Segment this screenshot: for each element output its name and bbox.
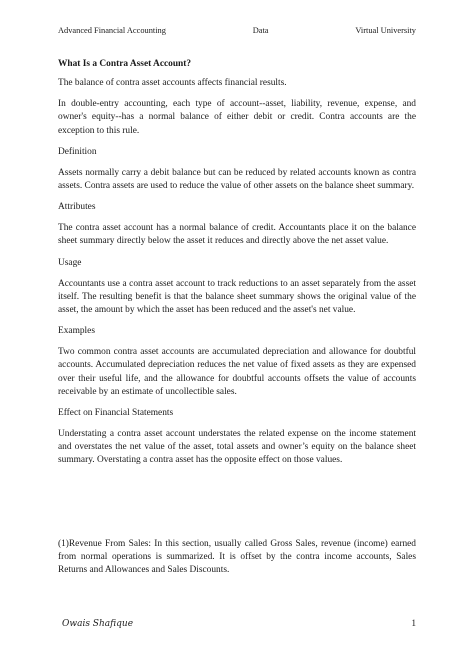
- intro-paragraph-1: The balance of contra asset accounts affects financial results.: [58, 78, 287, 88]
- effect-paragraph: Understating a contra asset account understates the related expense on the income statement and overstates the net value of the asset, total assets and owner’s equity on the balance sheet summary. Overstating a contra asset has the opposite effect on those values.: [58, 429, 416, 466]
- section-gap: [58, 476, 416, 538]
- page-header: [58, 26, 416, 35]
- usage-paragraph: Accountants use a contra asset account to track reductions to an asset separately from the asset itself. The resulting benefit is that the balance sheet summary shows the original value of the asset, the amount by which the asset has been reduced and the asset's net value.: [58, 278, 416, 316]
- usage-heading: Usage: [58, 257, 82, 268]
- definition-heading: Definition: [58, 146, 97, 157]
- page-number: 1: [411, 619, 416, 629]
- examples-heading: Examples: [58, 326, 95, 337]
- definition-paragraph: Assets normally carry a debit balance but can be reduced by related accounts known as contra assets. Contra assets are used to reduce the value of other assets on the balance sheet summary.: [58, 167, 416, 192]
- intro-paragraph-2: In double-entry accounting, each type of account--asset, liability, revenue, expense, and owner's equity--has a normal balance of either debit or credit. Contra accounts are the exception to this rule.: [58, 99, 416, 136]
- document-body: [58, 58, 416, 585]
- header-section: Data: [252, 26, 269, 35]
- document-title: What Is a Contra Asset Account?: [58, 59, 192, 69]
- author-signature: Owais Shafique: [62, 619, 134, 629]
- revenue-paragraph: (1)Revenue From Sales: In this section, usually called Gross Sales, revenue (income) earned from normal operations is summarized. It is offset by the contra income accounts, Sales Returns and Allowances and Sales Discounts.: [58, 538, 416, 576]
- header-institution: Virtual University: [355, 26, 416, 35]
- header-course-title: Advanced Financial Accounting: [58, 26, 166, 35]
- attributes-paragraph: The contra asset account has a normal balance of credit. Accountants place it on the balance sheet summary directly below the asset it reduces and directly above the net asset value.: [58, 223, 416, 247]
- examples-paragraph: Two common contra asset accounts are accumulated depreciation and allowance for doubtful accounts. Accumulated depreciation reduces the net value of fixed assets as they are expensed over their useful life, and the allowance for doubtful accounts offsets the value of accounts receivable by an estimate of uncollectible sales.: [58, 347, 416, 397]
- effect-heading: Effect on Financial Statements: [58, 408, 174, 419]
- attributes-heading: Attributes: [58, 202, 96, 213]
